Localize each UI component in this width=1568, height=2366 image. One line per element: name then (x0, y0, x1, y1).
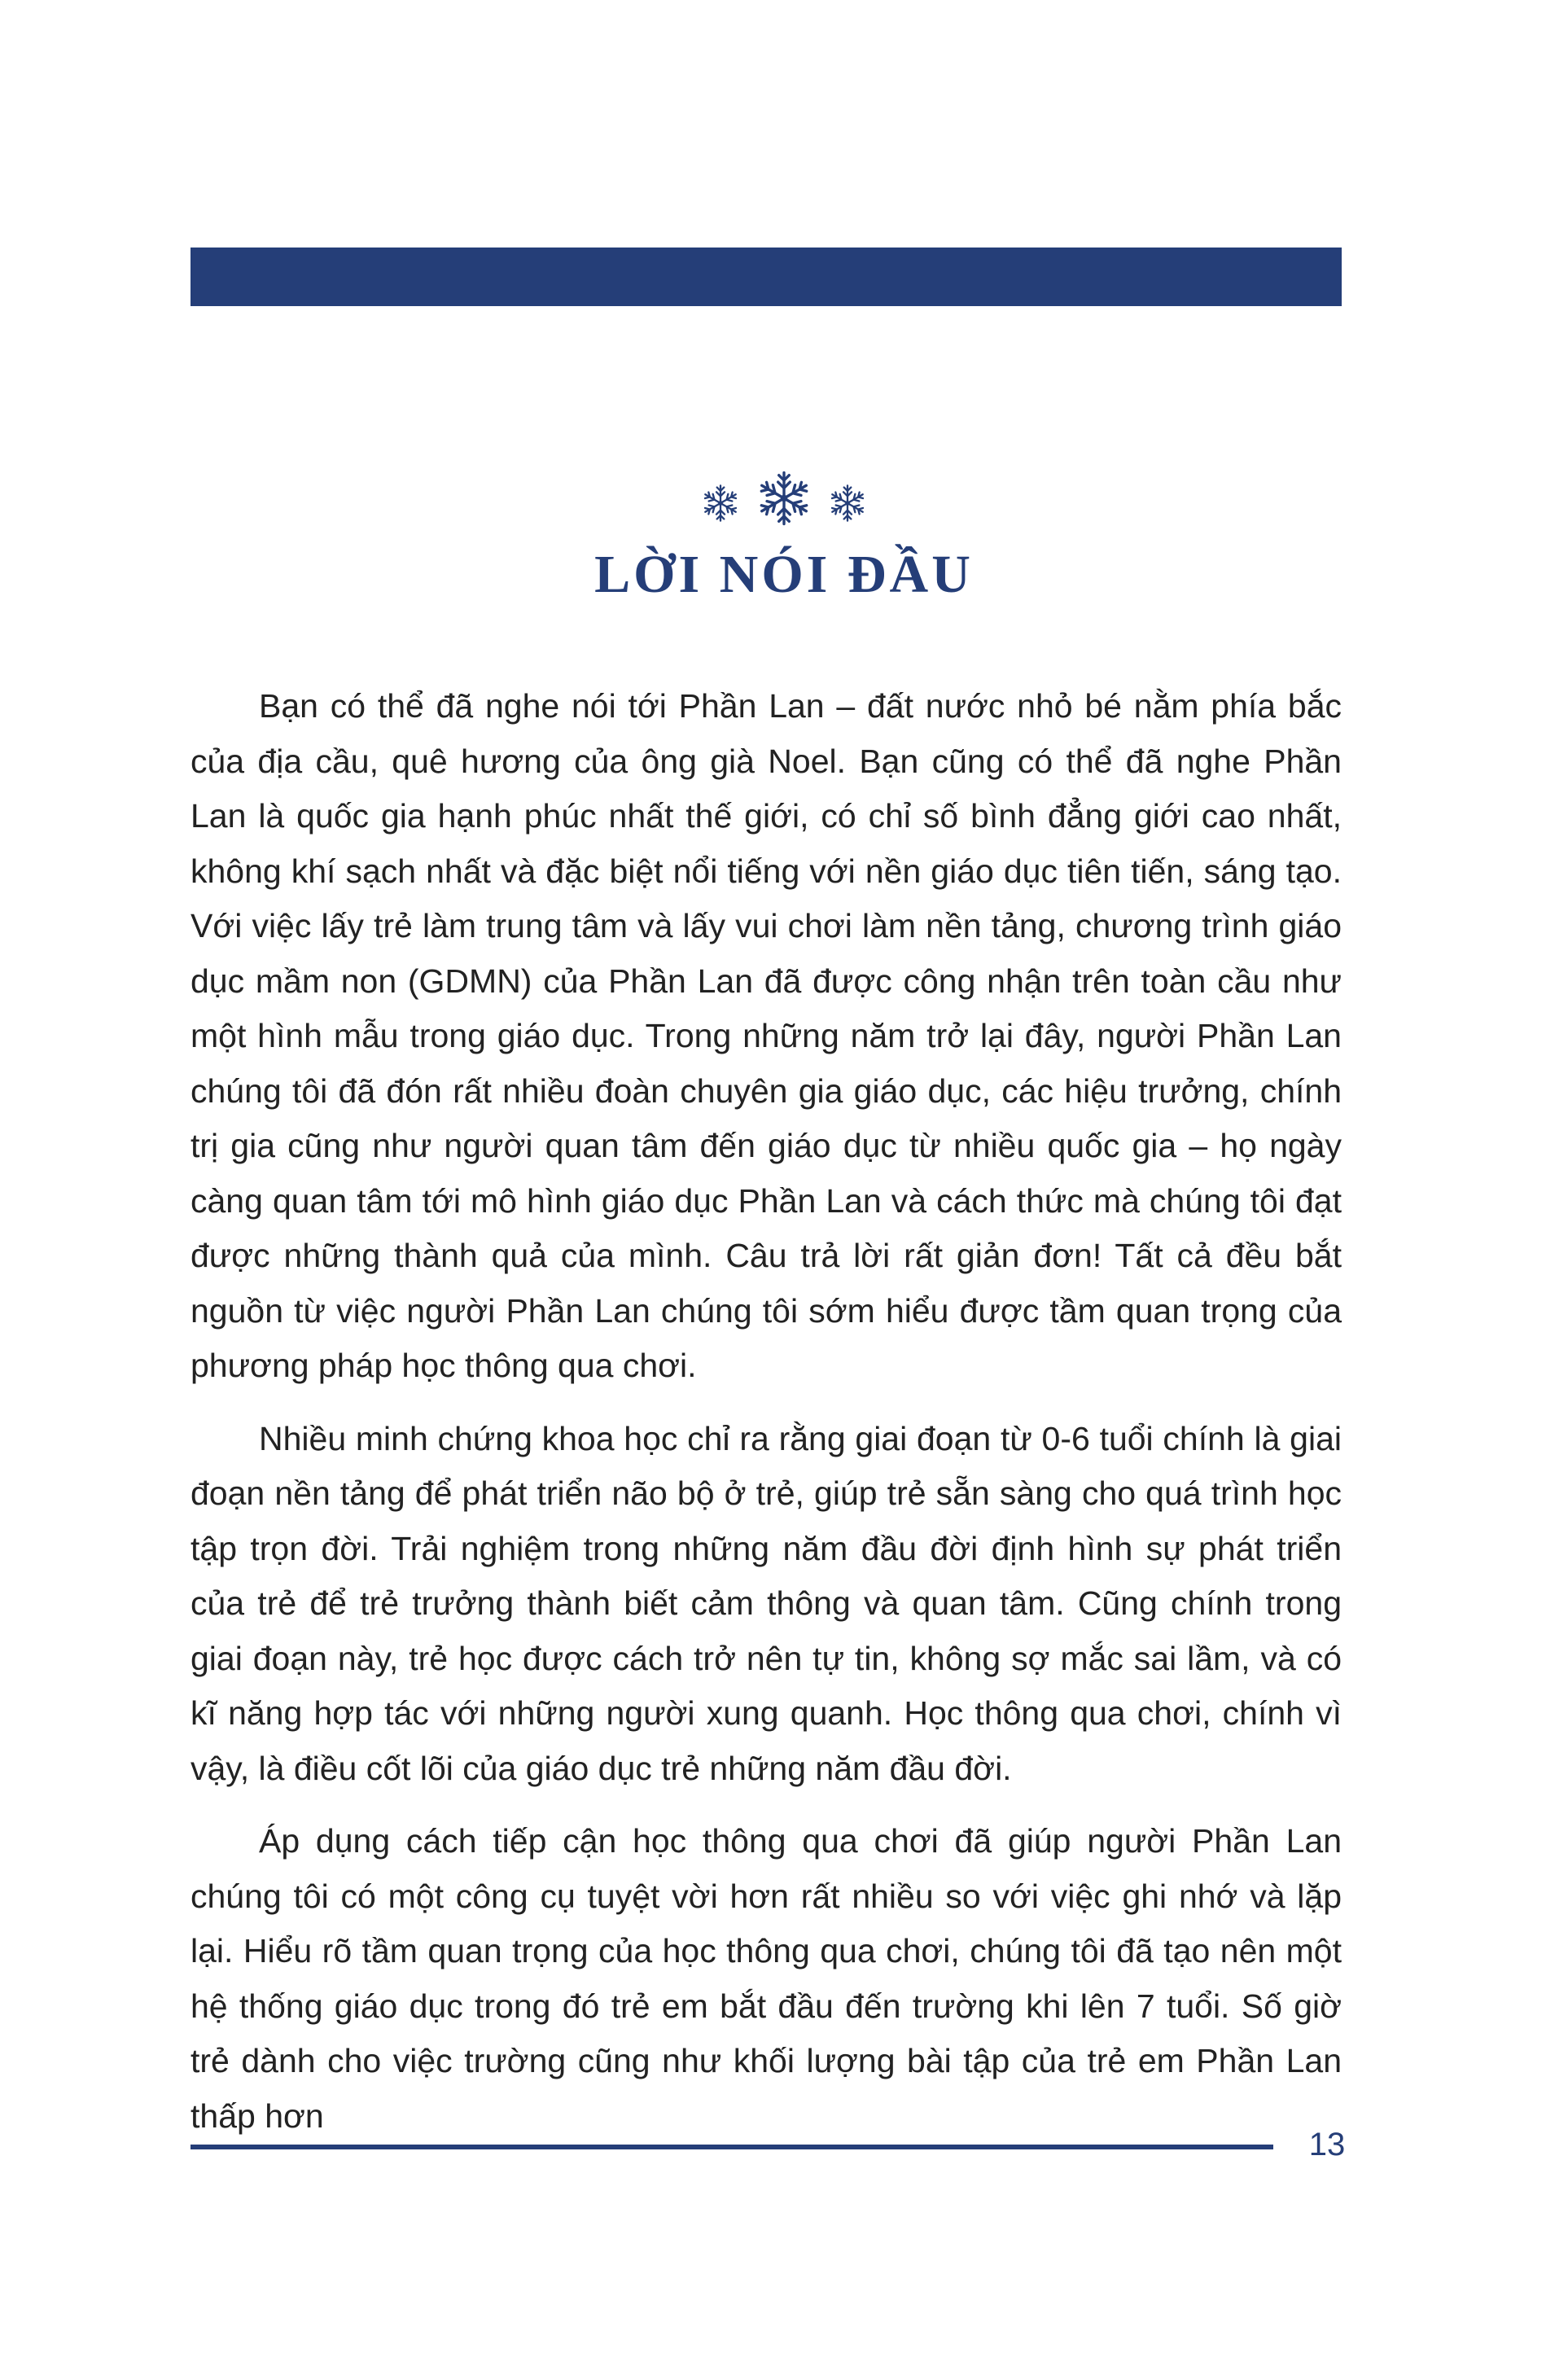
page-number: 13 (1308, 2127, 1346, 2162)
footer-rule (191, 2145, 1273, 2149)
snowflake-icon (830, 485, 865, 520)
snowflake-ornament (0, 467, 1568, 532)
page-title: LỜI NÓI ĐẦU (594, 545, 974, 604)
paragraph: Nhiều minh chứng khoa học chỉ ra rằng giai đoạn từ 0-6 tuổi chính là giai đoạn nền tảng để phát triển não bộ ở trẻ, giúp trẻ sẵn sàng cho quá trình học tập trọn đời. Trải nghiệm trong những năm đầu đời định hình sự phát triển của trẻ để trẻ trưởng thành biết cảm thông và quan tâm. Cũng chính trong giai đoạn này, trẻ học được cách trở nên tự tin, không sợ mắc sai lầm, và có kĩ năng hợp tác với những người xung quanh. Học thông qua chơi, chính vì vậy, là điều cốt lõi của giáo dục trẻ những năm đầu đời. (191, 1419, 1342, 1787)
snowflake-icon (759, 473, 809, 524)
snowflake-icon (703, 485, 738, 520)
body-text (191, 679, 1342, 2162)
paragraph: Bạn có thể đã nghe nói tới Phần Lan – đất nước nhỏ bé nằm phía bắc của địa cầu, quê hương của ông già Noel. Bạn cũng có thể đã nghe Phần Lan là quốc gia hạnh phúc nhất thế giới, có chỉ số bình đẳng giới cao nhất, không khí sạch nhất và đặc biệt nổi tiếng với nền giáo dục tiên tiến, sáng tạo. Với việc lấy trẻ làm trung tâm và lấy vui chơi làm nền tảng, chương trình giáo dục mầm non (GDMN) của Phần Lan đã được công nhận trên toàn cầu như một hình mẫu trong giáo dục. Trong những năm trở lại đây, người Phần Lan chúng tôi đã đón rất nhiều đoàn chuyên gia giáo dục, các hiệu trưởng, chính trị gia cũng như người quan tâm đến giáo dục từ nhiều quốc gia – họ ngày càng quan tâm tới mô hình giáo dục Phần Lan và cách thức mà chúng tôi đạt được những thành quả của mình. Câu trả lời rất giản đơn! Tất cả đều bắt nguồn từ việc người Phần Lan chúng tôi sớm hiểu được tầm quan trọng của phương pháp học thông qua chơi. (191, 687, 1342, 1384)
paragraph: Áp dụng cách tiếp cận học thông qua chơi đã giúp người Phần Lan chúng tôi có một công cụ tuyệt vời hơn rất nhiều so với việc ghi nhớ và lặp lại. Hiểu rõ tầm quan trọng của học thông qua chơi, chúng tôi đã tạo nên một hệ thống giáo dục trong đó trẻ em bắt đầu đến trường khi lên 7 tuổi. Số giờ trẻ dành cho việc trường cũng như khối lượng bài tập của trẻ em Phần Lan thấp hơn (191, 1822, 1342, 2135)
header-band (191, 248, 1342, 306)
